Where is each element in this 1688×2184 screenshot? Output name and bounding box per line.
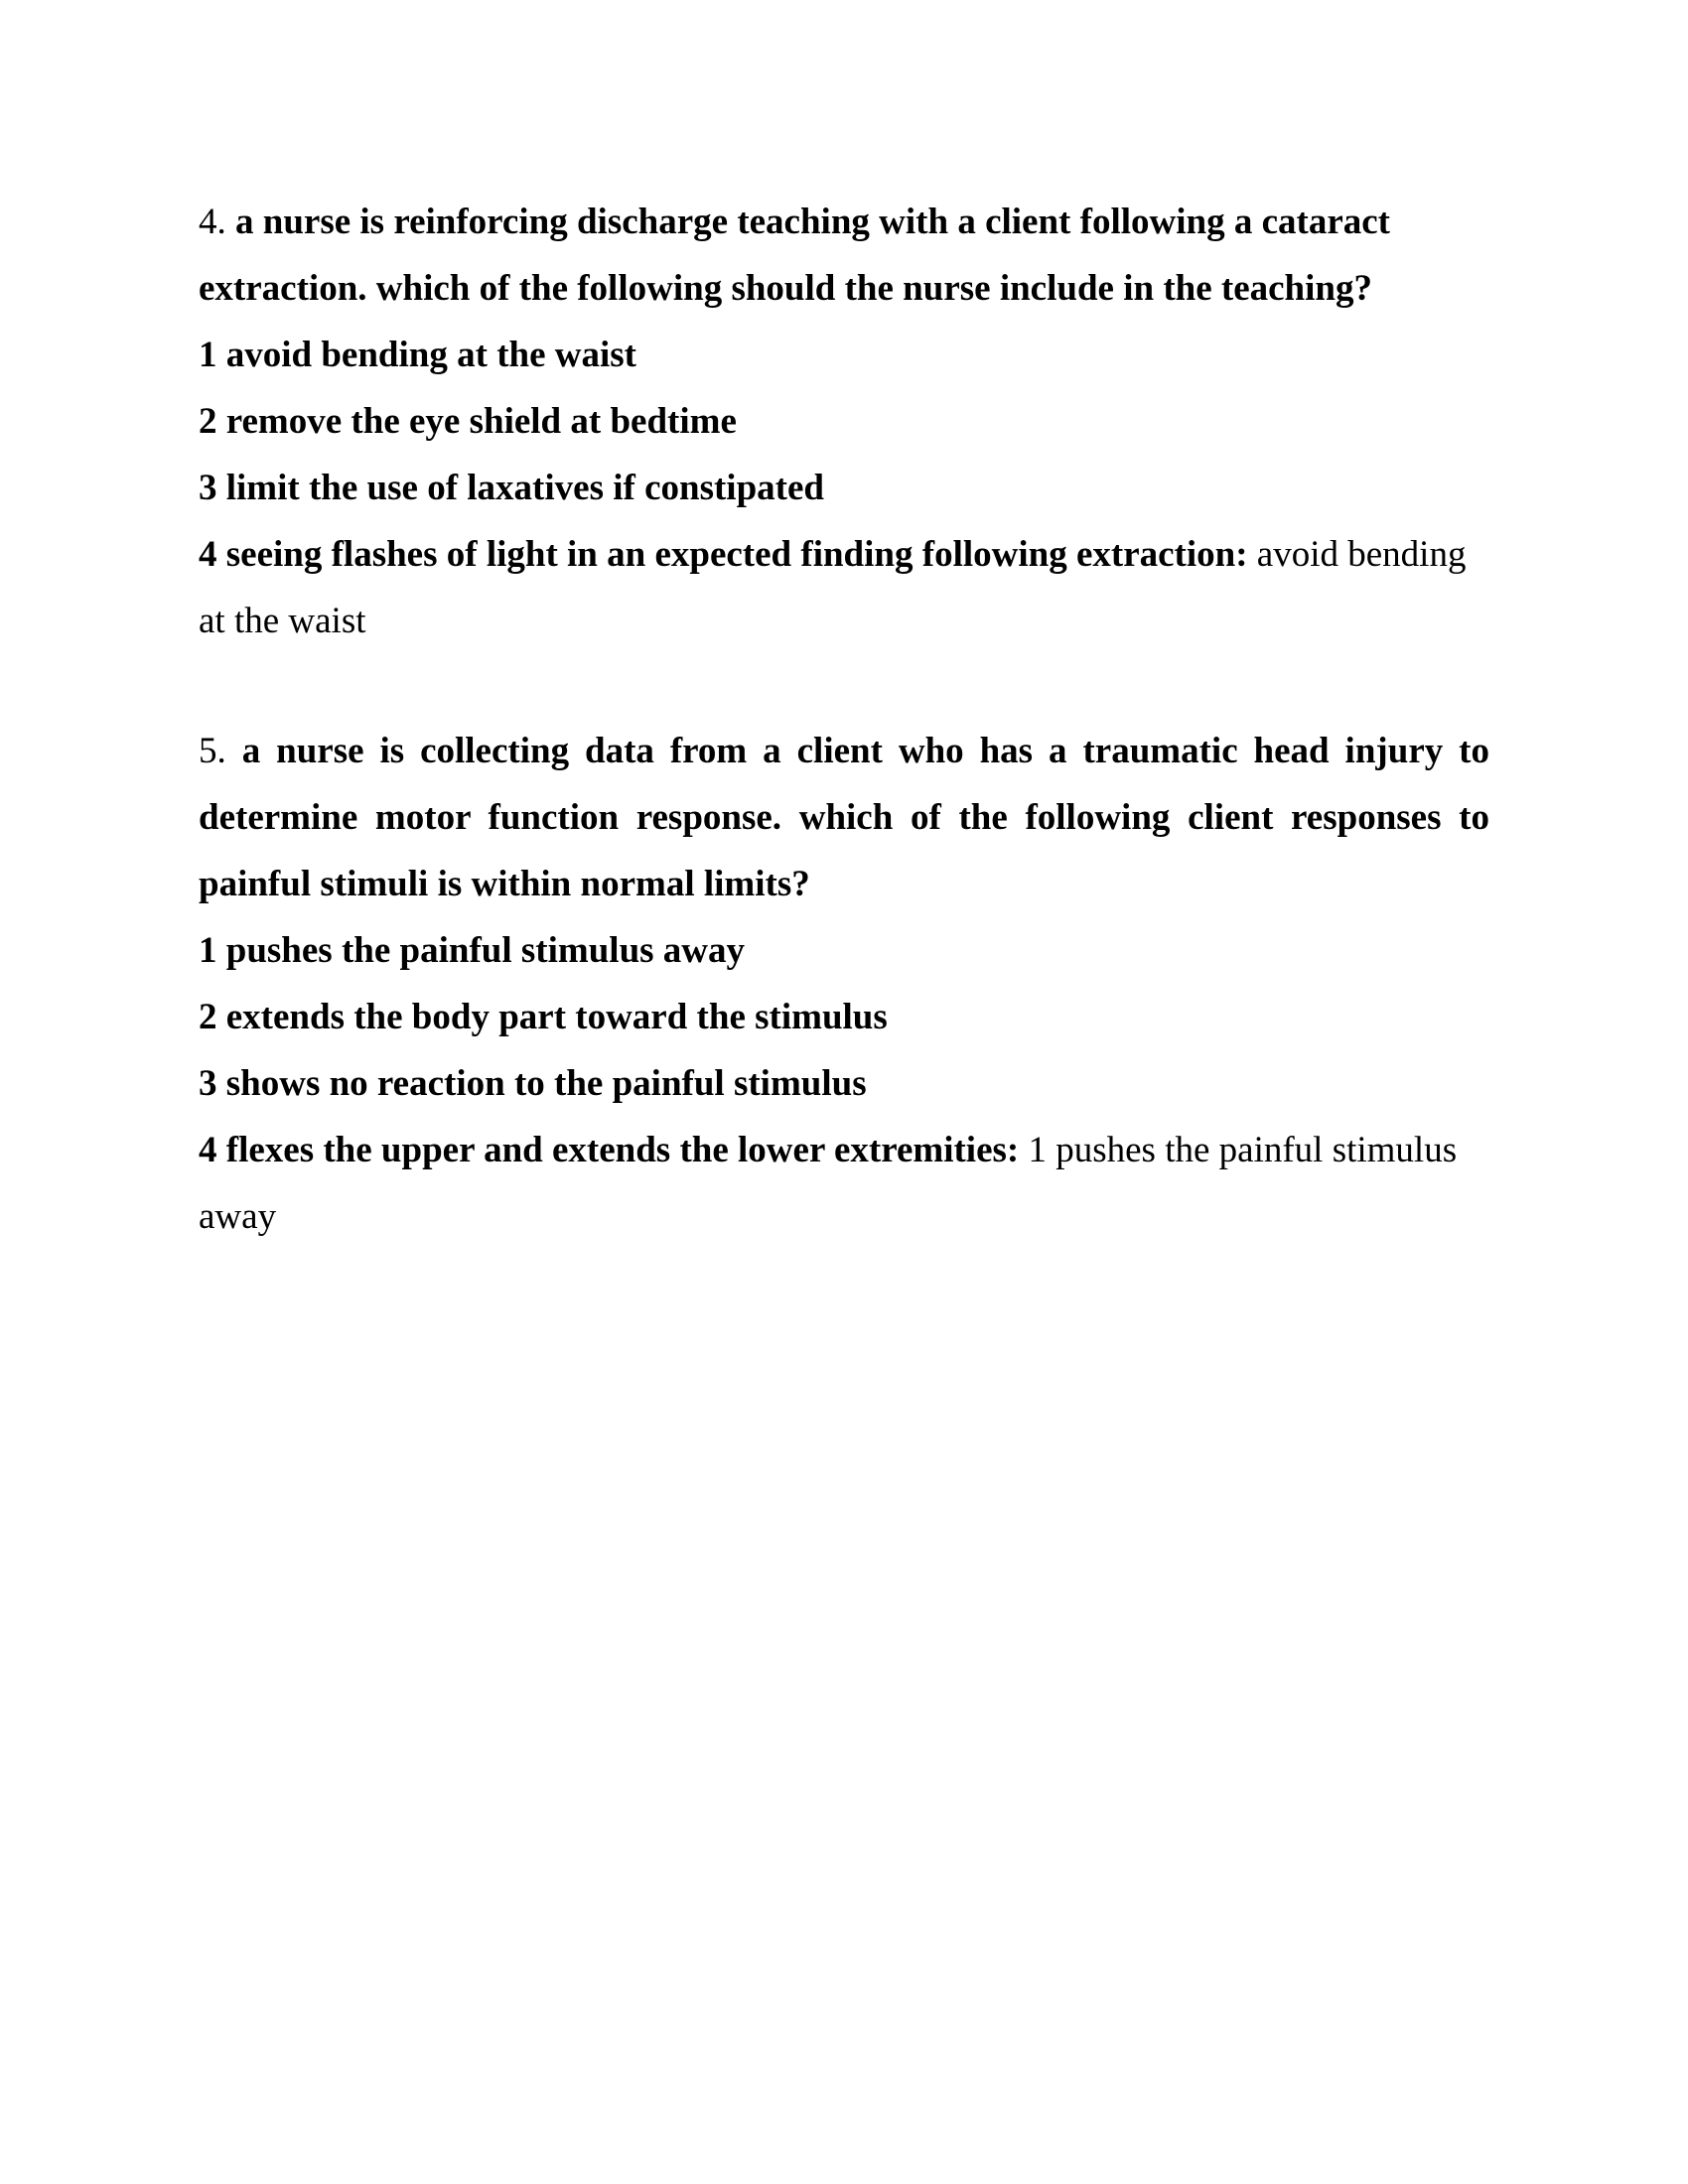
option-2: 2 remove the eye shield at bedtime: [199, 401, 737, 442]
option-4: 4 seeing flashes of light in an expected finding following extraction:: [199, 534, 1248, 575]
answer: avoid bending at the waist: [199, 534, 1467, 641]
question-4: [199, 189, 1489, 654]
question-number: 4.: [199, 202, 226, 242]
question-stem: [199, 189, 1489, 322]
question-text: a nurse is reinforcing discharge teaching with a client following a cataract extraction. which of the following should the nurse include in the teaching?: [199, 202, 1390, 309]
option-3: 3 limit the use of laxatives if constipated: [199, 468, 824, 508]
option-2: 2 extends the body part toward the stimulus: [199, 997, 888, 1037]
option-1: 1 avoid bending at the waist: [199, 335, 636, 375]
option-1: 1 pushes the painful stimulus away: [199, 930, 746, 971]
option-4-with-answer: [199, 1117, 1489, 1250]
question-text: a nurse is collecting data from a client who has a traumatic head injury to determine motor function response. which of the following client responses to painful stimuli is within normal limits?: [199, 731, 1489, 904]
question-5: [199, 718, 1489, 1250]
question-stem: [199, 718, 1489, 917]
question-number: 5.: [199, 731, 226, 771]
answer: 1 pushes the painful stimulus away: [199, 1130, 1458, 1237]
option-3: 3 shows no reaction to the painful stimulus: [199, 1063, 867, 1104]
option-4-with-answer: [199, 521, 1489, 654]
option-4: 4 flexes the upper and extends the lower extremities:: [199, 1130, 1020, 1170]
